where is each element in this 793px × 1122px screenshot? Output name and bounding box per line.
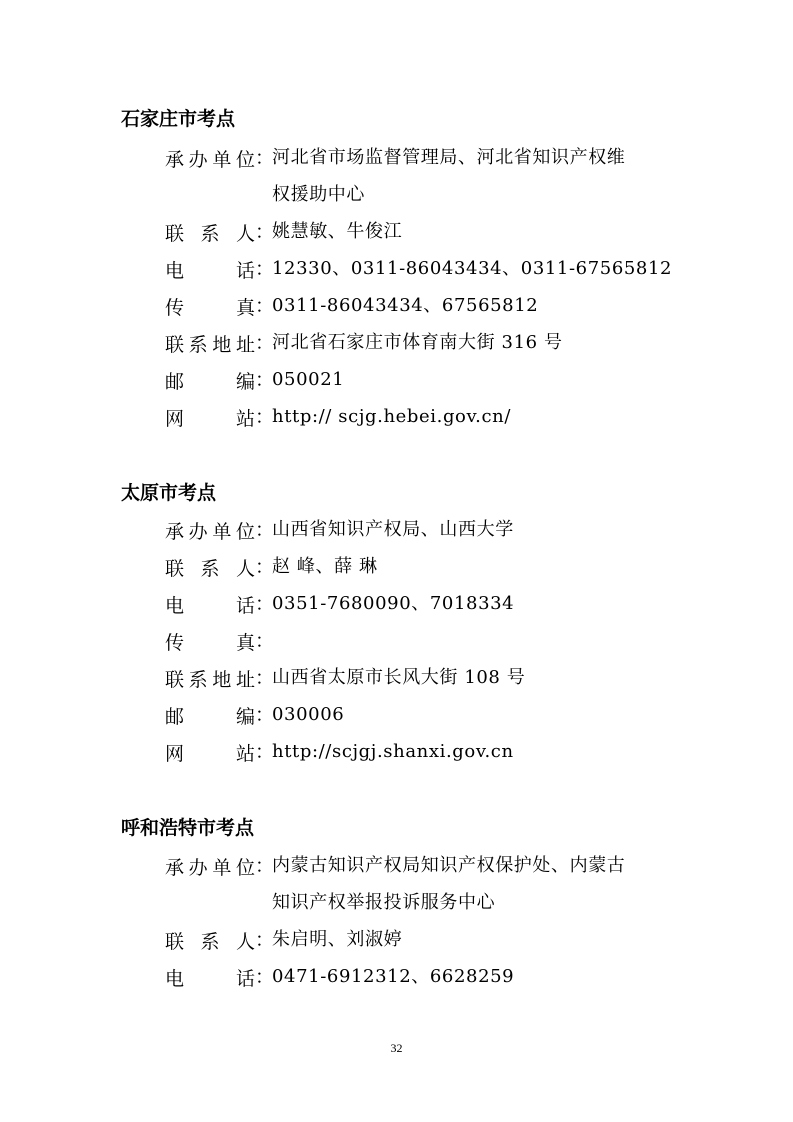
fax-value: 0311-86043434、67565812 [272,295,539,316]
field-colon: ： [255,556,275,578]
field-colon: ： [255,369,275,391]
field-colon: ： [255,147,275,169]
field-colon: ： [255,519,275,541]
field-colon: ： [255,966,275,988]
phone-value: 12330、0311-86043434、0311-67565812 [272,258,673,279]
phone-value: 0351-7680090、7018334 [272,593,515,614]
field-colon: ： [255,855,275,877]
postcode-value: 050021 [272,369,345,390]
organizer-value: 内蒙古知识产权局知识产权保护处、内蒙古 [272,855,626,876]
field-label: 承 办 单 位 [165,148,255,171]
contact-value: 姚慧敏、牛俊江 [272,221,403,242]
field-label: 邮 编 [165,370,255,393]
field-colon: ： [255,630,275,652]
field-colon: ： [255,295,275,317]
field-colon: ： [255,667,275,689]
section-title: 呼和浩特市考点 [121,817,255,839]
field-label: 邮 编 [165,705,255,728]
organizer-value: 河北省市场监督管理局、河北省知识产权维 [272,147,626,168]
postcode-value: 030006 [272,704,345,725]
field-colon: ： [255,332,275,354]
phone-value: 0471-6912312、6628259 [272,966,515,987]
field-label: 传 真 [165,631,255,654]
field-label: 联 系 地 址 [165,333,255,356]
website-link[interactable]: http://scjgj.shanxi.gov.cn [272,741,514,762]
field-colon: ： [255,741,275,763]
organizer-value: 山西省知识产权局、山西大学 [272,519,514,540]
field-label: 传 真 [165,296,255,319]
contact-value: 朱启明、刘淑婷 [272,929,403,950]
field-colon: ： [255,221,275,243]
field-label: 电 话 [165,594,255,617]
organizer-value-continued: 知识产权举报投诉服务中心 [272,892,496,913]
section-title: 石家庄市考点 [121,108,236,130]
field-label: 承 办 单 位 [165,856,255,879]
field-label: 承 办 单 位 [165,520,255,543]
section-title: 太原市考点 [121,482,217,504]
field-label: 联 系 人 [165,557,255,580]
field-colon: ： [255,406,275,428]
field-label: 网 站 [165,407,255,430]
field-colon: ： [255,258,275,280]
field-label: 网 站 [165,742,255,765]
organizer-value-continued: 权援助中心 [272,184,365,205]
address-value: 山西省太原市长风大街 108 号 [272,667,526,688]
field-label: 电 话 [165,259,255,282]
page-number: 32 [390,1041,403,1055]
address-value: 河北省石家庄市体育南大街 316 号 [272,332,563,353]
field-colon: ： [255,593,275,615]
field-label: 联 系 人 [165,930,255,953]
field-colon: ： [255,929,275,951]
field-label: 电 话 [165,967,255,990]
field-colon: ： [255,704,275,726]
contact-value: 赵 峰、薛 琳 [272,556,378,577]
field-label: 联 系 地 址 [165,668,255,691]
field-label: 联 系 人 [165,222,255,245]
website-link[interactable]: http:// scjg.hebei.gov.cn/ [272,406,511,427]
